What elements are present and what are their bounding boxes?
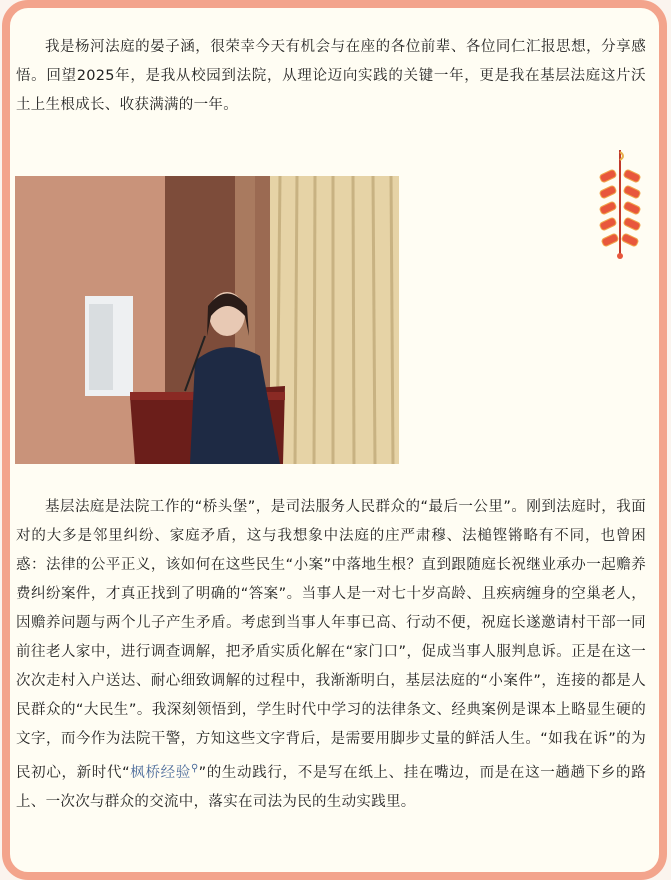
speaker-photo	[15, 176, 399, 464]
paragraph-main	[16, 493, 646, 817]
fengqiao-link[interactable]: 枫桥经验	[129, 764, 191, 781]
firecracker-icon	[590, 150, 650, 265]
paragraph-main-text-1: 基层法庭是法院工作的“桥头堡”，是司法服务人民群众的“最后一公里”。刚到法庭时，我面对的大多是邻里纠纷、家庭矛盾，这与我想象中法庭的庄严肃穆、法槌铿锵略有不同，也曾困惑：法律的公平正义，该如何在这些民生“小案”中落地生根？直到跟随庭长祝继业承办一起赡养费纠纷案件，才真正找到了明确的“答案”。当事人是一对七十岁高龄、且疾病缠身的空巢老人，因赡养问题与两个儿子产生矛盾。考虑到当事人年事已高、行动不便，祝庭长遂邀请村干部一同前往老人家中，进行调查调解，把矛盾实质化解在“家门口”，促成当事人服判息诉。正是在这一次次走村入户送达、耐心细致调解的过程中，我渐渐明白，基层法庭的“小案件”，连接的都是人民群众的“大民生”。我深刻领悟到，学生时代中学习的法律条文、经典案例是课本上略显生硬的文字，而今作为法院干警，方知这些文字背后，是需要用脚步丈量的鲜活人生。“如我在诉”的为民初心，新时代“	[16, 499, 646, 781]
paragraph-intro: 我是杨河法庭的晏子涵，很荣幸今天有机会与在座的各位前辈、各位同仁汇报思想，分享感悟。回望2025年，是我从校园到法院，从理论迈向实践的关键一年，更是我在基层法庭这片沃土上生根成长、收获满满的一年。	[16, 39, 646, 113]
paragraph-main-text-2: ”的生动践行，不是写在纸上、挂在嘴边，而是在这一趟趟下乡的路上、一次次与群众的交流中，落实在司法为民的生动实践里。	[16, 764, 646, 810]
search-icon[interactable]: ⚲	[190, 763, 199, 774]
